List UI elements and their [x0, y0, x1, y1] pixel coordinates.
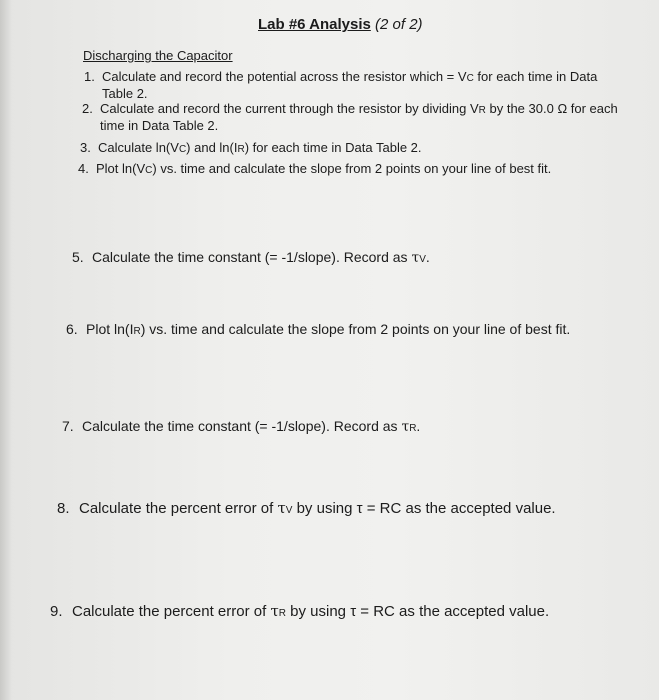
section-heading: Discharging the Capacitor [83, 48, 233, 63]
item-text-part: ) vs. time and calculate the slope from 2 points on your line of best fit. [140, 321, 571, 337]
page-shadow-edge [0, 0, 12, 700]
item-number: 6. [66, 321, 78, 337]
item-number: 3. [80, 140, 91, 155]
item-number: 7. [62, 418, 74, 434]
item-number: 9. [50, 603, 63, 620]
item-text-part: by using [292, 500, 357, 517]
item-text [96, 161, 638, 178]
subscript: R [133, 326, 141, 337]
item-text-part: . [416, 418, 421, 434]
item-text-part: Calculate and record the current through the resistor by dividing V [100, 101, 479, 116]
item-number: 2. [82, 101, 93, 116]
subscript: C [466, 73, 474, 84]
item-text [102, 69, 614, 101]
item-text-part: Plot ln(V [96, 161, 146, 176]
subscript: R [278, 608, 286, 619]
item-text [86, 321, 641, 340]
item-text-part: as the accepted value. [401, 500, 556, 517]
item-text-part: by using [285, 603, 351, 620]
page-title [258, 16, 423, 33]
item-text-part: for each time in Data Table 2. [102, 69, 598, 101]
subscript: C [178, 144, 187, 155]
item-text [82, 418, 632, 437]
item-text-part: Calculate and record the potential across the resistor which = V [102, 69, 467, 84]
item-text [100, 101, 622, 133]
item-text [79, 500, 647, 519]
item-text-part: ) vs. time and calculate the slope from 2 points on your line of best fit. [152, 161, 552, 176]
item-text-part: . [425, 249, 430, 265]
item-number: 8. [57, 500, 70, 517]
item-text-part: Calculate the percent error of [79, 500, 278, 517]
item-number: 5. [72, 249, 84, 265]
item-number: 1. [84, 69, 95, 84]
title-main: Lab #6 Analysis [258, 16, 371, 33]
tau-symbol: τ [270, 602, 279, 620]
tau-symbol: τ [277, 499, 286, 517]
item-text-part: Calculate the time constant (= -1/slope). Record as [92, 249, 412, 265]
subscript: R [409, 423, 417, 434]
item-number: 4. [78, 161, 89, 176]
item-text-part: Calculate ln(V [98, 140, 179, 155]
item-text [98, 140, 620, 157]
title-part: (2 of 2) [375, 16, 423, 33]
subscript: V [285, 505, 293, 516]
item-text-part: as the accepted value. [394, 603, 550, 620]
subscript: C [145, 165, 153, 176]
item-text-part: Calculate the time constant (= -1/slope). Record as [82, 418, 402, 434]
item-text-part: Calculate the percent error of [72, 603, 271, 620]
item-text-part: Plot ln(I [86, 321, 134, 337]
subscript: R [237, 144, 245, 155]
subscript: V [419, 254, 426, 265]
subscript: R [478, 105, 486, 116]
item-text [72, 603, 650, 622]
equation: τ = RC [356, 500, 402, 517]
item-text-part: by the 30.0 Ω for each time in Data Table 2. [100, 101, 618, 133]
item-text [92, 249, 632, 268]
item-text-part: ) and ln(I [186, 140, 238, 155]
tau-symbol: τ [401, 419, 410, 435]
item-text-part: ) for each time in Data Table 2. [244, 140, 422, 155]
tau-symbol: τ [411, 250, 420, 266]
equation: τ = RC [350, 603, 395, 620]
